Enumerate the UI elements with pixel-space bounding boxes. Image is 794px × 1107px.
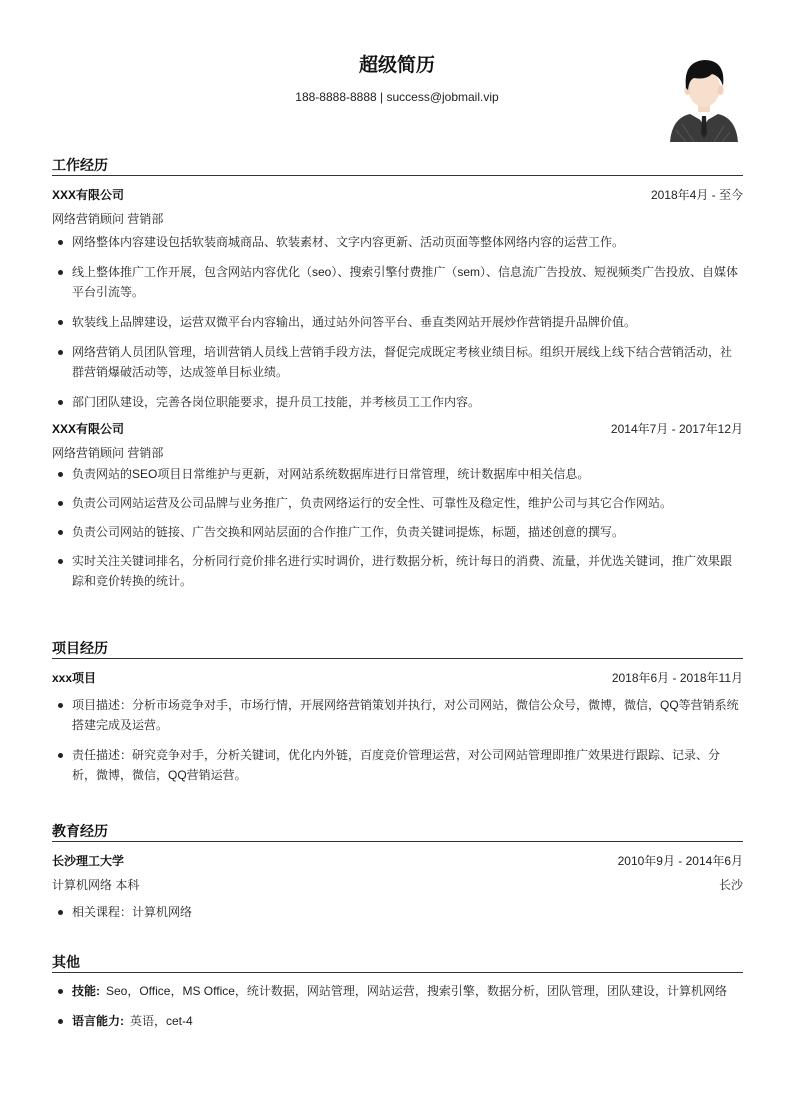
job-entry bbox=[52, 186, 743, 412]
project-name: xxx项目 bbox=[52, 670, 97, 685]
list-item: 负责公司网站的链接、广告交换和网站层面的合作推广工作，负责关键词提炼，标题，描述创意的撰写。 bbox=[52, 522, 743, 542]
education-date: 2010年9月 - 2014年6月 bbox=[617, 853, 743, 868]
list-item: 实时关注关键词排名，分析同行竞价排名进行实时调价，进行数据分析，统计每日的消费、流量，并优选关键词，推广效果跟踪和竞价转换的统计。 bbox=[52, 551, 743, 591]
education-section bbox=[52, 820, 743, 922]
resume-name: 超级简历 bbox=[358, 55, 435, 76]
other-section bbox=[52, 951, 743, 1031]
list-item: 网络营销人员团队管理，培训营销人员线上营销手段方法，督促完成既定考核业绩目标。组织开展线上线下结合营销活动，社群营销爆破活动等，达成签单目标业绩。 bbox=[52, 342, 743, 382]
major: 计算机网络 本科 bbox=[52, 877, 140, 892]
list-item: 负责网站的SEO项目日常维护与更新，对网站系统数据库进行日常管理，统计数据库中相关信息。 bbox=[52, 464, 743, 484]
project-section bbox=[52, 637, 743, 785]
skills-label: 技能: bbox=[72, 984, 100, 998]
job-role: 网络营销顾问 营销部 bbox=[52, 212, 164, 226]
job-role: 网络营销顾问 营销部 bbox=[52, 446, 164, 460]
job-date: 2018年4月 - 至今 bbox=[650, 187, 743, 202]
contact-info: 188-8888-8888 | success@jobmail.vip bbox=[295, 90, 499, 104]
other-bullets bbox=[52, 981, 743, 1031]
project-section-title: 项目经历 bbox=[52, 637, 743, 659]
education-bullets bbox=[52, 902, 743, 922]
other-section-title: 其他 bbox=[52, 951, 743, 973]
job-bullets bbox=[52, 232, 743, 412]
project-bullets bbox=[52, 695, 743, 785]
education-section-title: 教育经历 bbox=[52, 820, 743, 842]
list-item: 负责公司网站运营及公司品牌与业务推广，负责网络运行的安全性、可靠性及稳定性，维护公司与其它合作网站。 bbox=[52, 493, 743, 513]
language-label: 语言能力: bbox=[72, 1014, 124, 1028]
work-section bbox=[52, 154, 743, 591]
job-bullets bbox=[52, 464, 743, 591]
list-item: 部门团队建设，完善各岗位职能要求，提升员工技能，并考核员工工作内容。 bbox=[52, 392, 743, 412]
project-date: 2018年6月 - 2018年11月 bbox=[611, 670, 743, 685]
list-item: 软装线上品牌建设，运营双微平台内容输出，通过站外问答平台、垂直类网站开展炒作营销提升品牌价值。 bbox=[52, 312, 743, 332]
list-item bbox=[52, 1011, 743, 1031]
school-name: 长沙理工大学 bbox=[52, 853, 125, 868]
list-item: 项目描述：分析市场竞争对手，市场行情，开展网络营销策划并执行，对公司网站，微信公众号，微博，微信，QQ等营销系统搭建完成及运营。 bbox=[52, 695, 743, 735]
list-item: 责任描述：研究竞争对手，分析关键词，优化内外链，百度竞价管理运营，对公司网站管理即推广效果进行跟踪、记录、分析，微博，微信，QQ营销运营。 bbox=[52, 745, 743, 785]
work-section-title: 工作经历 bbox=[52, 154, 743, 176]
project-entry bbox=[52, 669, 743, 785]
company-name: XXX有限公司 bbox=[52, 187, 125, 202]
company-name: XXX有限公司 bbox=[52, 421, 125, 436]
list-item: 相关课程：计算机网络 bbox=[52, 902, 743, 922]
job-date: 2014年7月 - 2017年12月 bbox=[610, 421, 743, 436]
skills-text: Seo，Office，MS Office，统计数据，网站管理，网站运营，搜索引擎，数据分析，团队管理，团队建设，计算机网络 bbox=[106, 984, 727, 998]
language-text: 英语，cet-4 bbox=[130, 1014, 193, 1028]
education-entry bbox=[52, 852, 743, 922]
avatar-icon bbox=[664, 52, 744, 142]
list-item bbox=[52, 981, 743, 1001]
job-entry bbox=[52, 420, 743, 591]
list-item: 网络整体内容建设包括软装商城商品、软装素材、文字内容更新、活动页面等整体网络内容的运营工作。 bbox=[52, 232, 743, 252]
list-item: 线上整体推广工作开展，包含网站内容优化（seo）、搜索引擎付费推广（sem）、信息流广告投放、短视频类广告投放、自媒体平台引流等。 bbox=[52, 262, 743, 302]
city: 长沙 bbox=[718, 877, 743, 892]
